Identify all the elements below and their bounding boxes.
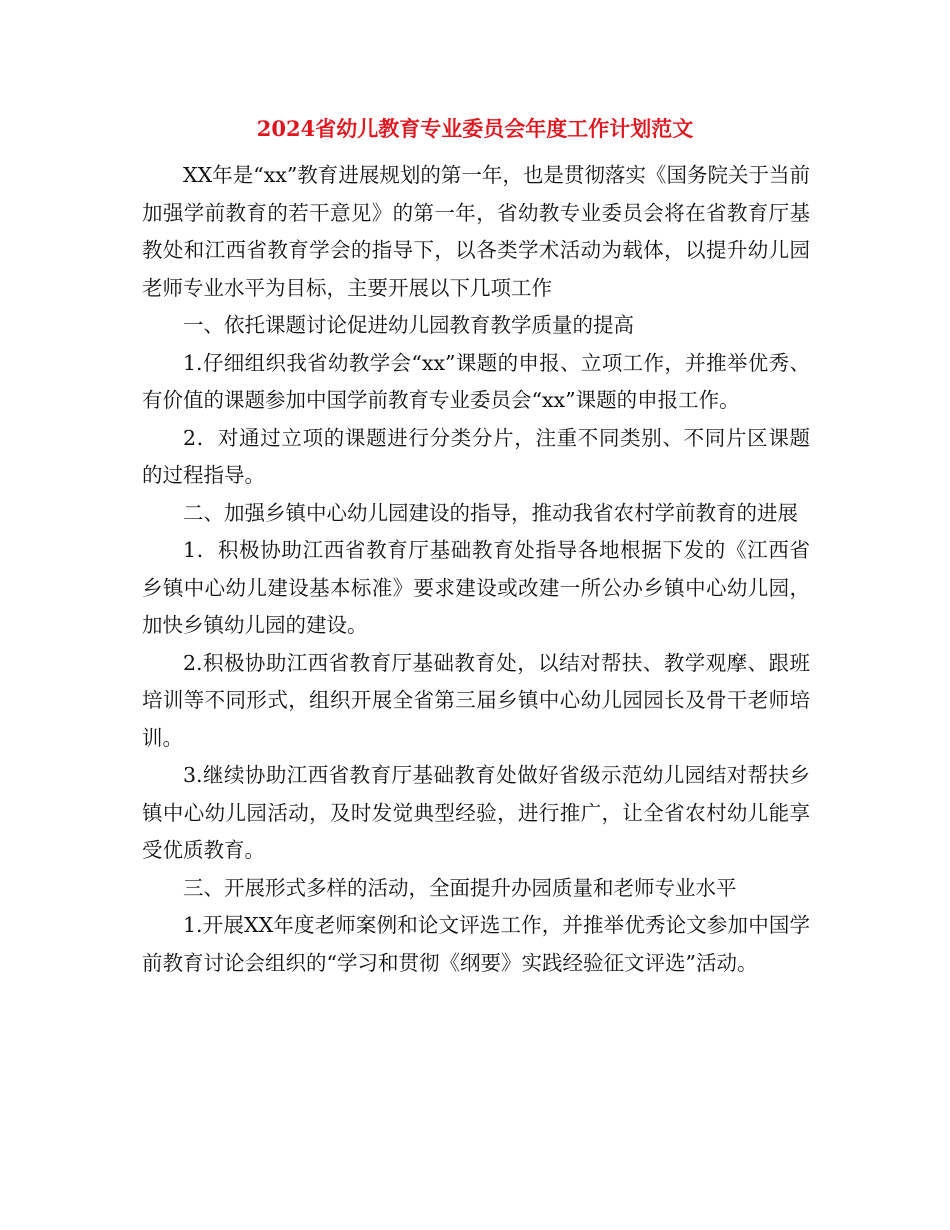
section-heading-1: 一、依托课题讨论促进幼儿园教育教学质量的提高 bbox=[183, 313, 634, 337]
section-2-item-3: 3.继续协助江西省教育厅基础教育处做好省级示范幼儿园结对帮扶乡镇中心幼儿园活动，及时发觉典型经验，进行推广，让全省农村幼儿能享受优质教育。 bbox=[142, 763, 810, 862]
intro-paragraph: XX年是“xx”教育进展规划的第一年，也是贯彻落实《国务院关于当前加强学前教育的若干意见》的第一年，省幼教专业委员会将在省教育厅基教处和江西省教育学会的指导下，以各类学术活动为载体，以提升幼儿园老师专业水平为目标，主要开展以下几项工作 bbox=[142, 163, 810, 300]
section-heading-2: 二、加强乡镇中心幼儿园建设的指导，推动我省农村学前教育的进展 bbox=[183, 500, 798, 525]
section-2-item-2: 2.积极协助江西省教育厅基础教育处，以结对帮扶、教学观摩、跟班培训等不同形式，组织开展全省第三届乡镇中心幼儿园园长及骨干老师培训。 bbox=[142, 650, 810, 750]
section-2-item-1: 1．积极协助江西省教育厅基础教育处指导各地根据下发的《江西省乡镇中心幼儿建设基本标准》要求建设或改建一所公办乡镇中心幼儿园，加快乡镇幼儿园的建设。 bbox=[142, 538, 810, 637]
section-heading-3: 三、开展形式多样的活动，全面提升办园质量和老师专业水平 bbox=[183, 875, 737, 900]
section-1-item-2: 2．对通过立项的课题进行分类分片，注重不同类别、不同片区课题的过程指导。 bbox=[142, 425, 810, 487]
section-1-item-1: 1.仔细组织我省幼教学会“xx”课题的申报、立项工作，并推举优秀、有价值的课题参加中国学前教育专业委员会“xx”课题的申报工作。 bbox=[142, 350, 810, 412]
document-title: 2024省幼儿教育专业委员会年度工作计划范文 bbox=[256, 116, 694, 141]
section-3-item-1: 1.开展XX年度老师案例和论文评选工作，并推举优秀论文参加中国学前教育讨论会组织的“学习和贯彻《纲要》实践经验征文评选”活动。 bbox=[142, 913, 810, 975]
document-body bbox=[142, 157, 810, 982]
